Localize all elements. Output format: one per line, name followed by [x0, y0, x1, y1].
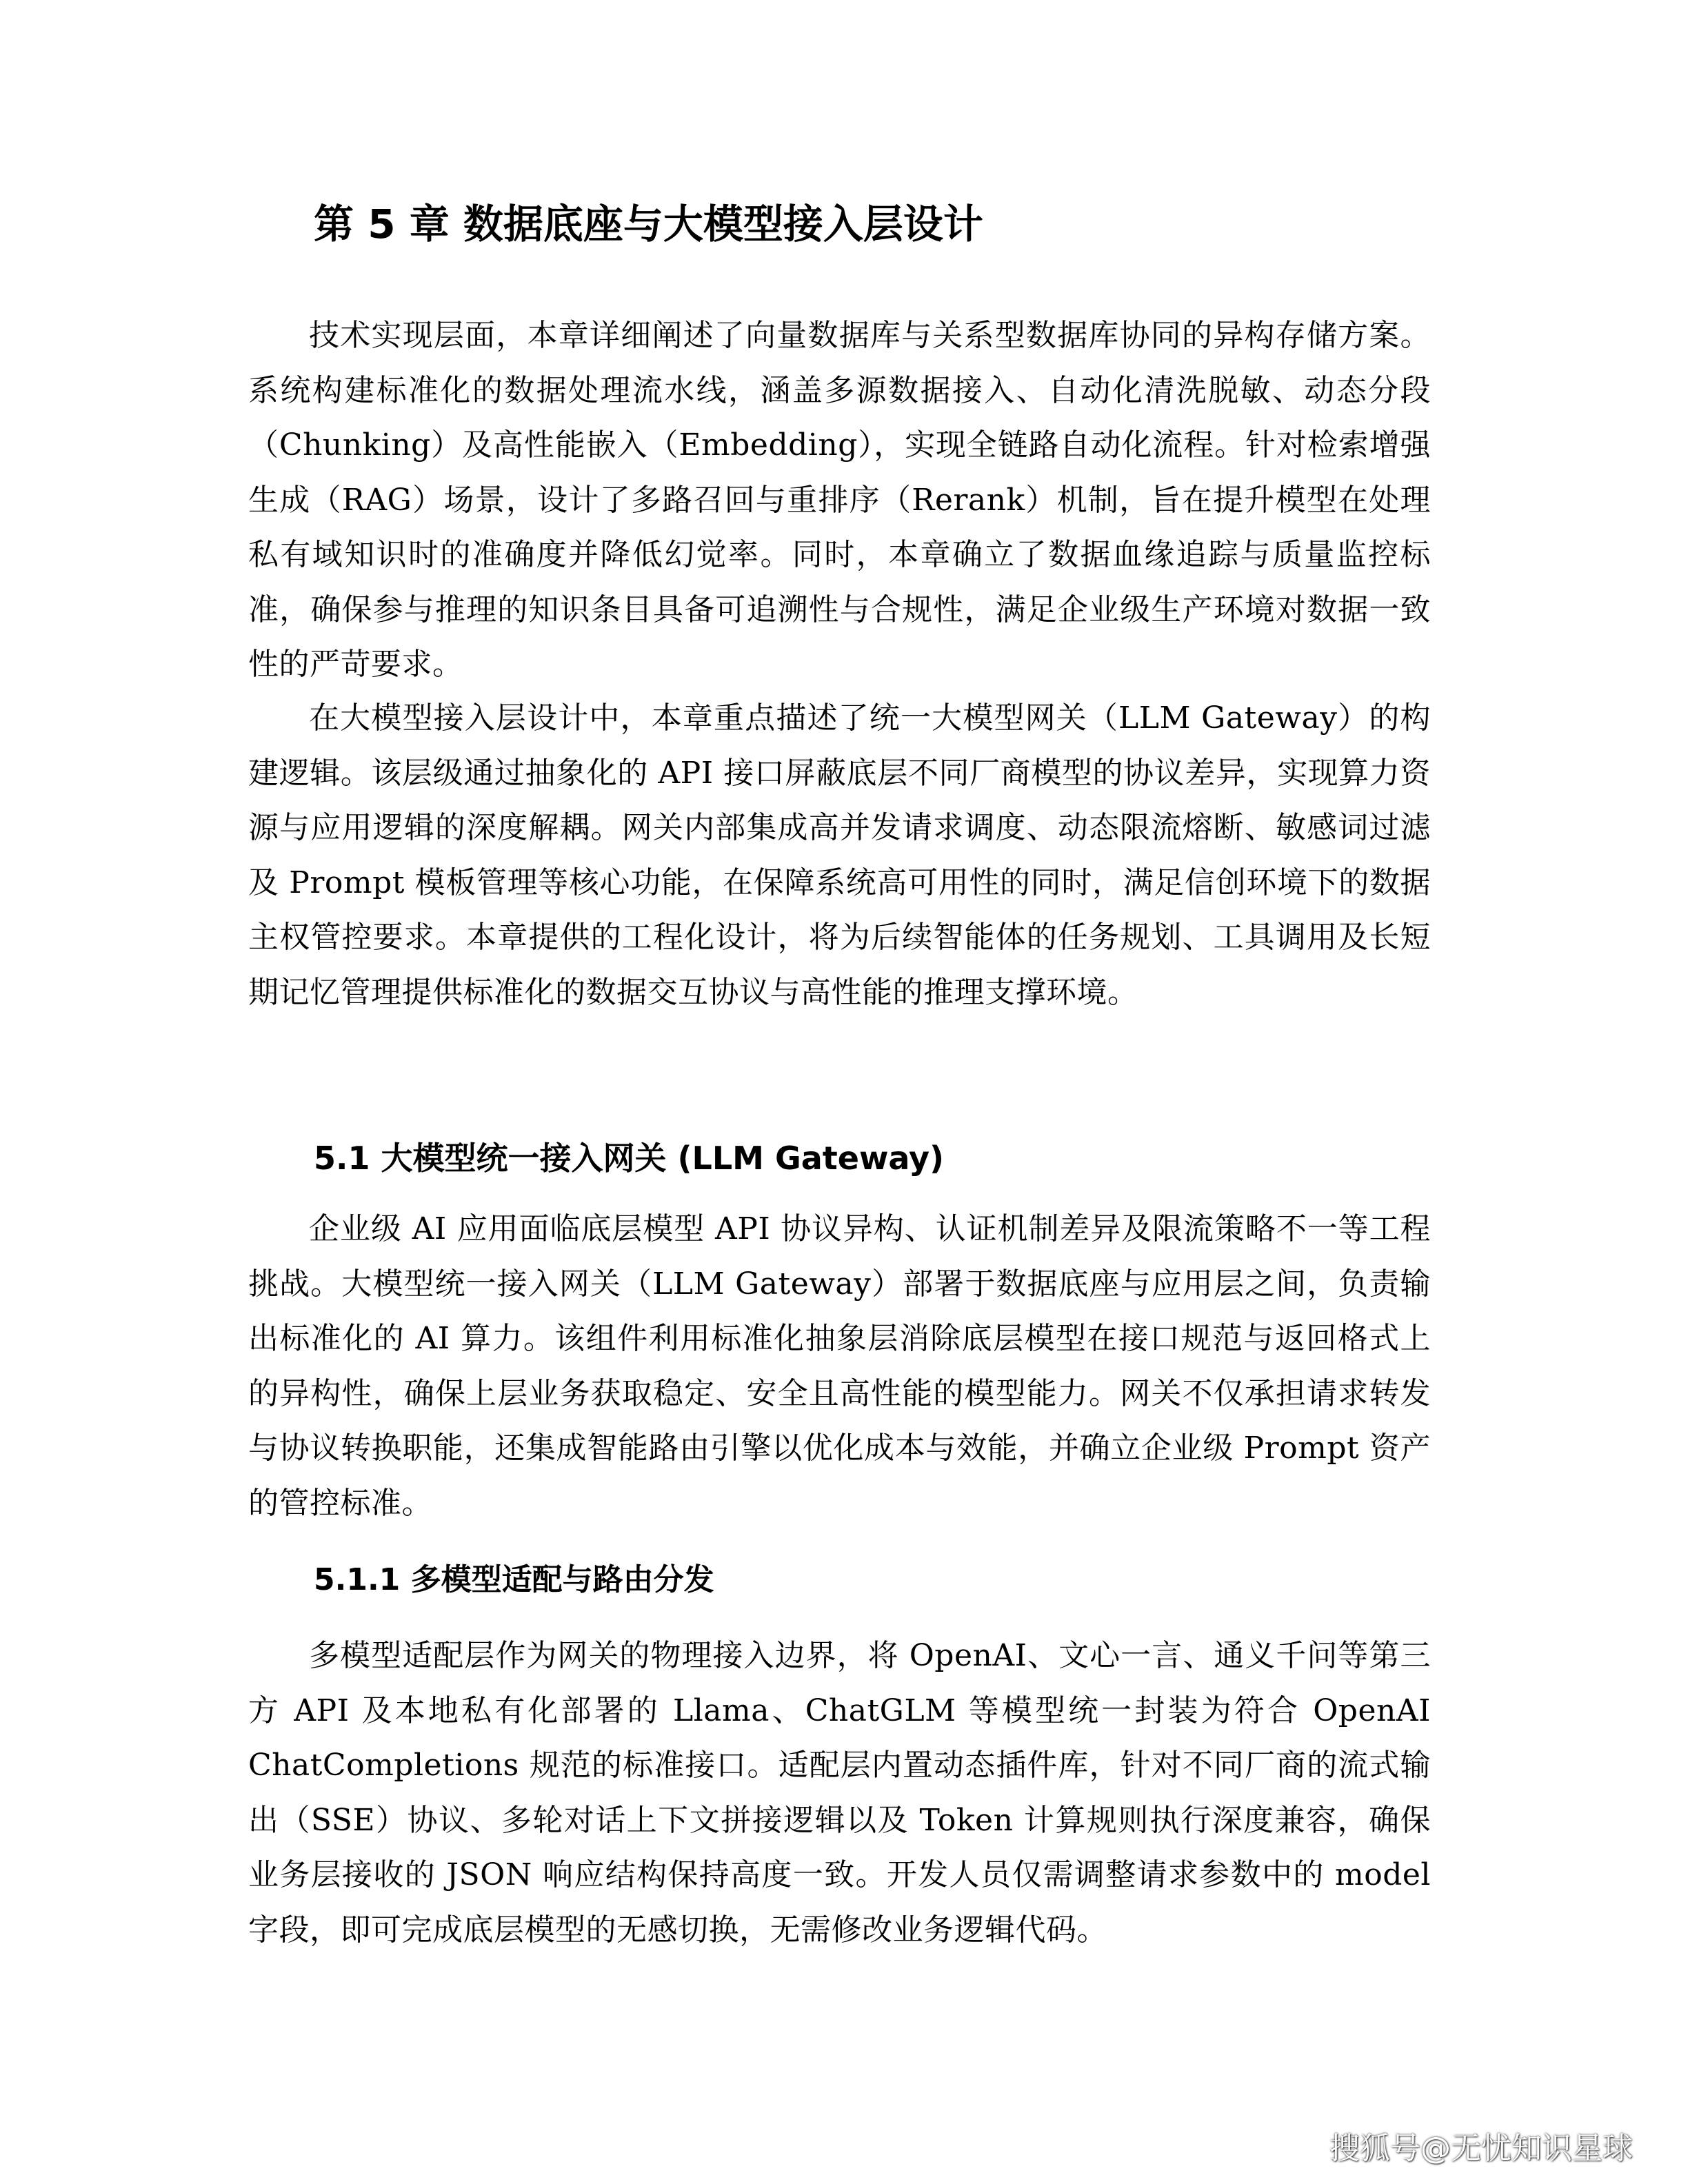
intro-paragraph-2: 在大模型接入层设计中，本章重点描述了统一大模型网关（LLM Gateway）的构建逻辑。该层级通过抽象化的 API 接口屏蔽底层不同厂商模型的协议差异，实现算力资源与应用逻辑的深度解耦。网关内部集成高并发请求调度、动态限流熔断、敏感词过滤及 Prompt 模板管理等核心功能，在保障系统高可用性的同时，满足信创环境下的数据主权管控要求。本章提供的工程化设计，将为后续智能体的任务规划、工具调用及长短期记忆管理提供标准化的数据交互协议与高性能的推理支撑环境。: [248, 700, 1431, 1010]
watermark: 搜狐号@无忧知识星球: [1329, 2131, 1633, 2166]
intro-paragraph-1: 技术实现层面，本章详细阐述了向量数据库与关系型数据库协同的异构存储方案。系统构建标准化的数据处理流水线，涵盖多源数据接入、自动化清洗脱敏、动态分段（Chunking）及高性能嵌入（Embedding），实现全链路自动化流程。针对检索增强生成（RAG）场景，设计了多路召回与重排序（Rerank）机制，旨在提升模型在处理私有域知识时的准确度并降低幻觉率。同时，本章确立了数据血缘追踪与质量监控标准，确保参与推理的知识条目具备可追溯性与合规性，满足企业级生产环境对数据一致性的严苛要求。: [248, 318, 1431, 682]
subsection-title: 5.1.1 多模型适配与路由分发: [314, 1562, 714, 1597]
section-title: 5.1 大模型统一接入网关 (LLM Gateway): [314, 1140, 945, 1177]
subsection-paragraph: 多模型适配层作为网关的物理接入边界，将 OpenAI、文心一言、通义千问等第三方 API 及本地私有化部署的 Llama、ChatGLM 等模型统一封装为符合 OpenAI ChatCompletions 规范的标准接口。适配层内置动态插件库，针对不同厂商的流式输出（SSE）协议、多轮对话上下文拼接逻辑以及 Token 计算规则执行深度兼容，确保业务层接收的 JSON 响应结构保持高度一致。开发人员仅需调整请求参数中的 model 字段，即可完成底层模型的无感切换，无需修改业务逻辑代码。: [248, 1638, 1431, 1948]
chapter-title: 第 5 章 数据底座与大模型接入层设计: [314, 201, 983, 247]
section-paragraph: 企业级 AI 应用面临底层模型 API 协议异构、认证机制差异及限流策略不一等工程挑战。大模型统一接入网关（LLM Gateway）部署于数据底座与应用层之间，负责输出标准化的 AI 算力。该组件利用标准化抽象层消除底层模型在接口规范与返回格式上的异构性，确保上层业务获取稳定、安全且高性能的模型能力。网关不仅承担请求转发与协议转换职能，还集成智能路由引擎以优化成本与效能，并确立企业级 Prompt 资产的管控标准。: [248, 1211, 1431, 1521]
